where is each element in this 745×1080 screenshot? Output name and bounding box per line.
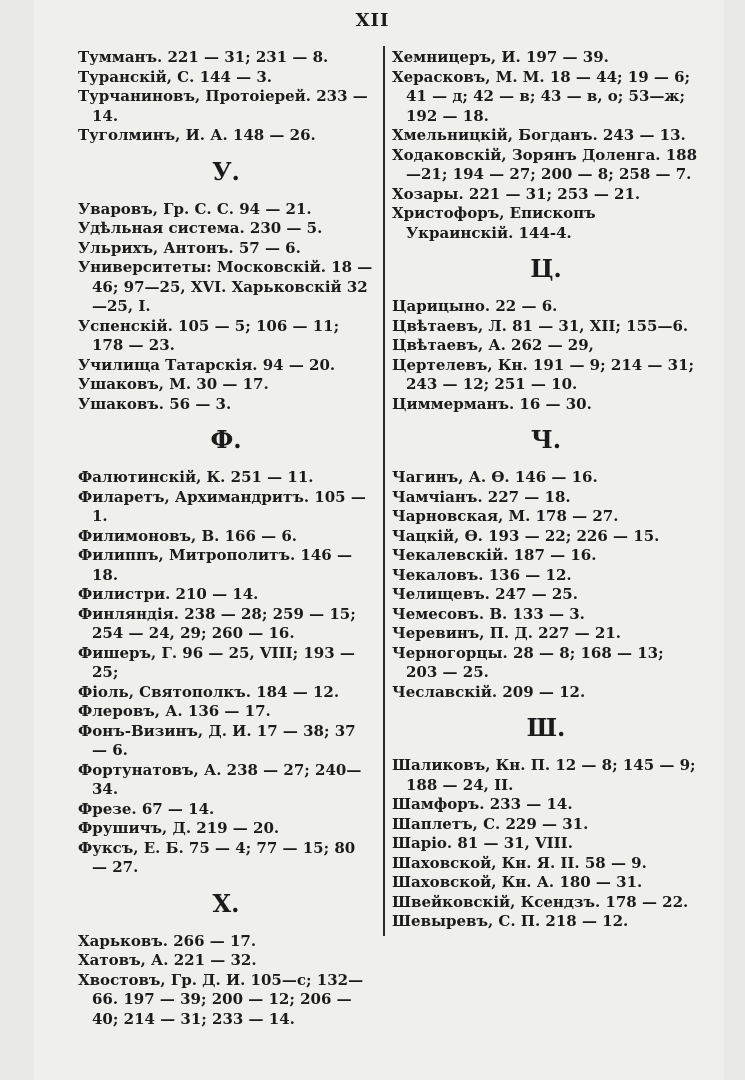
index-entry: Чемесовъ. В. 133 — 3. [392,604,585,623]
index-entry: Шевыревъ, С. П. 218 — 12. [392,912,629,930]
index-entry: Фалютинскій, К. 251 — 11. [78,468,314,486]
entry-group-sh [392,756,700,932]
column-divider [383,46,385,936]
index-entry: Финляндія. 238 — 28; 259 — 15; 254 — 24, 29; 260 — 16. [78,604,356,642]
entry-group-u [78,200,374,415]
index-entry: Фрушичъ, Д. 219 — 20. [78,819,280,837]
index-entry: Шаховской, Кн. Я. II. 58 — 9. [392,853,647,872]
entry-group-t [78,48,374,146]
index-entry: Цертелевъ, Кн. 191 — 9; 214 — 31; 243 — 12; 251 — 10. [392,355,695,393]
index-entry: Филистри. 210 — 14. [78,585,259,603]
index-entry: Ходаковскій, Зорянъ Доленга. 188—21; 194 — 27; 200 — 8; 258 — 7. [392,145,698,183]
index-entry: Фрезе. 67 — 14. [78,799,215,818]
index-entry: Успенскій. 105 — 5; 106 — 11; 178 — 23. [78,316,340,354]
index-entry: Чекалевскій. 187 — 16. [392,546,597,564]
entry-group-kh-cont [392,48,700,243]
index-entry: Харьковъ. 266 — 17. [78,931,257,950]
index-entry: Чекаловъ. 136 — 12. [392,565,572,584]
index-entry: Хатовъ, А. 221 — 32. [78,951,257,969]
index-entry: Ушаковъ. 56 — 3. [78,394,232,413]
section-heading-u: У. [212,156,240,186]
index-entry: Циммерманъ. 16 — 30. [392,394,592,413]
entry-group-f [78,468,374,878]
index-entry: Хозары. 221 — 31; 253 — 21. [392,184,641,203]
index-entry: Ульрихъ, Антонъ. 57 — 6. [78,238,301,257]
index-entry: Черногорцы. 28 — 8; 168 — 13; 203 — 25. [392,643,664,681]
index-entry: Фонъ-Визинъ, Д. И. 17 — 38; 37 — 6. [78,721,356,759]
index-entry: Чамчіанъ. 227 — 18. [392,487,571,506]
index-entry: Фишеръ, Г. 96 — 25, VIII; 193 — 25; [78,643,355,681]
index-entry: Шаликовъ, Кн. П. 12 — 8; 145 — 9; 188 — 24, II. [392,756,696,794]
index-entry: Цвѣтаевъ, А. 262 — 29, [392,336,594,354]
left-column [78,48,374,1029]
index-entry: Шаріо. 81 — 31, VIII. [392,834,573,852]
entry-group-ch [392,468,700,702]
entry-group-ts [392,297,700,414]
index-entry: Туранскій, С. 144 — 3. [78,67,272,86]
index-entry: Хемницеръ, И. 197 — 39. [392,48,609,66]
index-entry: Швейковскій, Ксендзъ. 178 — 22. [392,892,689,911]
section-heading-ts: Ц. [530,254,562,283]
index-entry: Турчаниновъ, Протоіерей. 233 — 14. [78,87,368,125]
index-entry: Филаретъ, Архимандритъ. 105 — 1. [78,487,366,525]
index-entry: Фіоль, Святополкъ. 184 — 12. [78,682,340,701]
right-column [392,48,700,932]
index-entry: Чеславскій. 209 — 12. [392,682,586,701]
index-entry: Хвостовъ, Гр. Д. И. 105—с; 132—66. 197 — 39; 200 — 12; 206 — 40; 214 — 31; 233 — 14. [78,970,364,1028]
index-entry: Фортунатовъ, А. 238 — 27; 240—34. [78,760,362,798]
section-heading-f: Ф. [210,425,242,454]
index-entry: Чагинъ, А. Ѳ. 146 — 16. [392,468,598,486]
section-heading-sh: Ш. [526,713,566,742]
index-entry: Цвѣтаевъ, Л. 81 — 31, XII; 155—6. [392,316,689,335]
index-entry: Хмельницкій, Богданъ. 243 — 13. [392,126,686,144]
index-entry: Университеты: Московскій. 18 — 46; 97—25, XVI. Харьковскій 32—25, I. [78,258,373,315]
index-entry: Челищевъ. 247 — 25. [392,585,578,603]
index-entry: Уваровъ, Гр. С. С. 94 — 21. [78,199,312,218]
index-entry: Чарновская, М. 178 — 27. [392,507,619,525]
index-entry: Филиппъ, Митрополитъ. 146 — 18. [78,546,352,584]
index-entry: Тумманъ. 221 — 31; 231 — 8. [78,48,329,66]
index-entry: Херасковъ, М. М. 18 — 44; 19 — 6; 41 — д; 42 — в; 43 — в, о; 53—ж; 192 — 18. [392,67,691,125]
index-entry: Фуксъ, Е. Б. 75 — 4; 77 — 15; 80 — 27. [78,838,356,876]
index-entry: Чацкій, Ѳ. 193 — 22; 226 — 15. [392,526,660,545]
index-entry: Шаплетъ, С. 229 — 31. [392,814,589,833]
index-entry: Шаховской, Кн. А. 180 — 31. [392,873,643,891]
index-entry: Христофоръ, Епископъ Украинскій. 144-4. [392,204,596,242]
index-entry: Шамфоръ. 233 — 14. [392,795,573,813]
index-entry: Туголминъ, И. А. 148 — 26. [78,126,316,144]
index-entry: Царицыно. 22 — 6. [392,297,558,315]
index-entry: Ушаковъ, М. 30 — 17. [78,375,269,393]
index-entry: Черевинъ, П. Д. 227 — 21. [392,624,621,642]
index-entry: Филимоновъ, В. 166 — 6. [78,526,297,545]
index-entry: Флеровъ, А. 136 — 17. [78,702,271,720]
section-heading-kh: Х. [212,888,240,918]
section-heading-ch: Ч. [530,425,562,454]
page-number: XII [355,10,390,31]
index-entry: Училища Татарскія. 94 — 20. [78,355,336,374]
entry-group-kh [78,932,374,1030]
index-entry: Удѣльная система. 230 — 5. [78,219,323,237]
